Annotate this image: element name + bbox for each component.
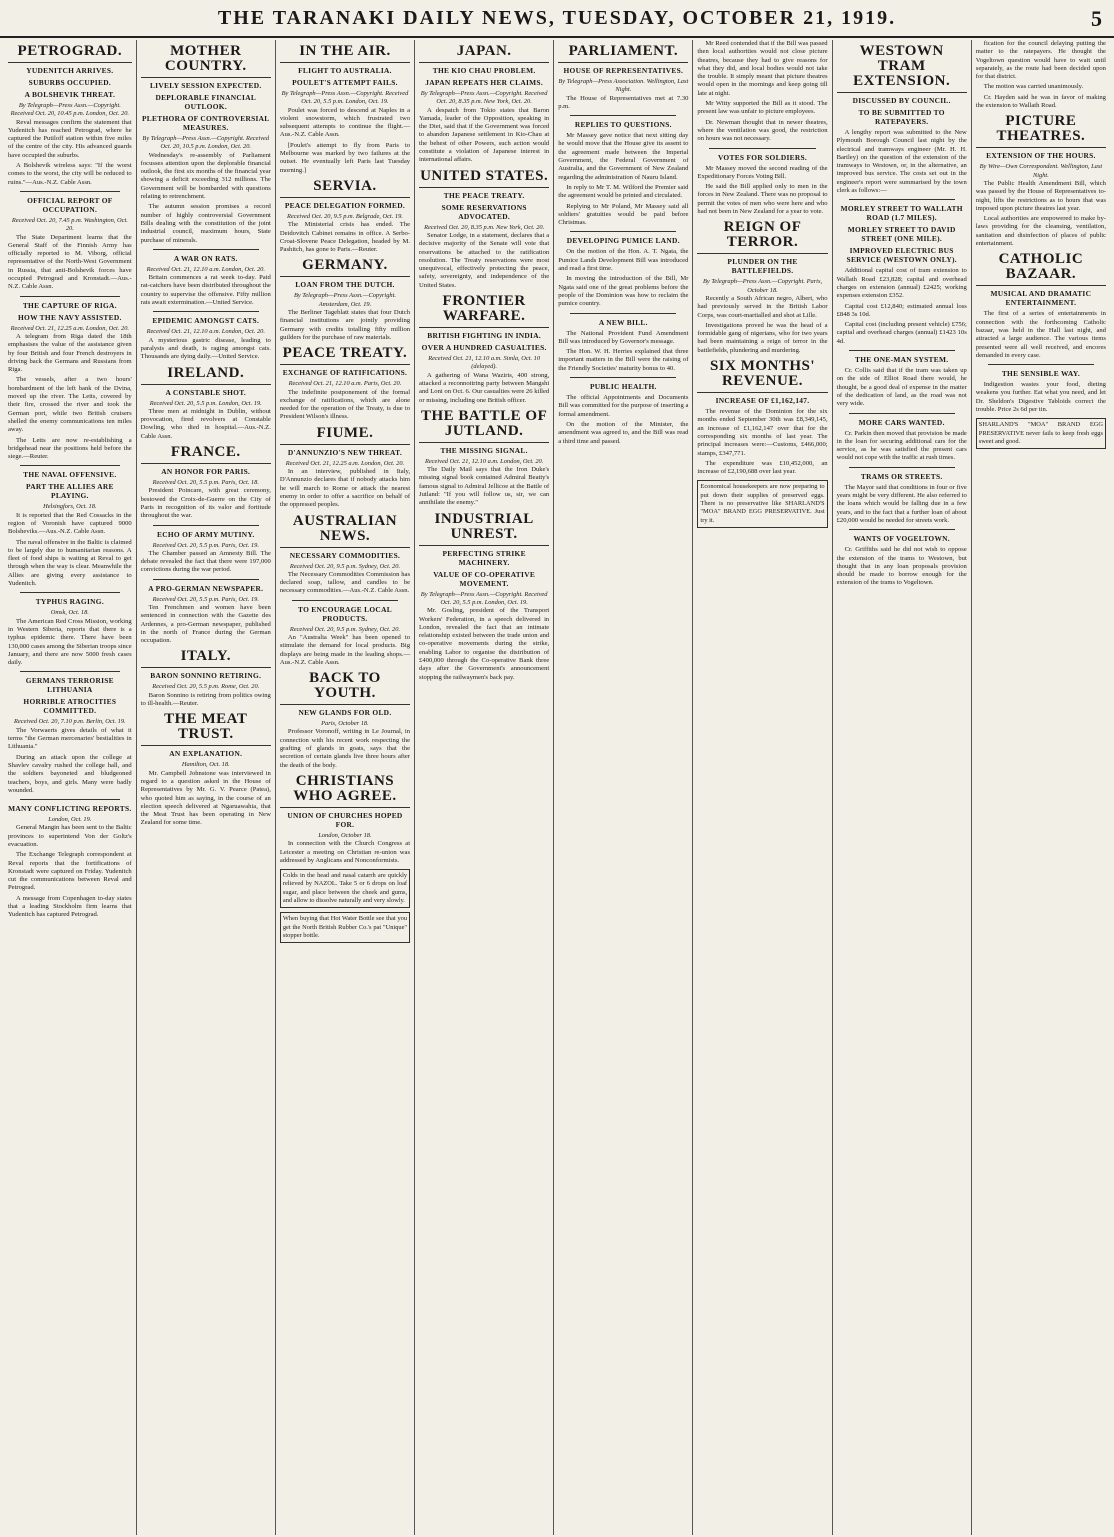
article-headline: FRANCE. [141, 445, 271, 464]
section-divider [153, 249, 259, 250]
article-paragraph: The House of Representatives met at 7.30 p.m. [558, 94, 689, 110]
section-divider [153, 311, 259, 312]
article-dateline: By Wire—Own Correspondent. Wellington, Last Night. [979, 163, 1103, 179]
article-paragraph: A telegram from Riga dated the 18th emphasises the value of the assistance given by four British and four French destroyers in driving back the Germans and Russians from Riga. [8, 332, 132, 374]
article-dateline: Helsingfors, Oct. 18. [43, 503, 97, 511]
article-subheading: FLIGHT TO AUSTRALIA. [298, 66, 392, 75]
section-divider [20, 799, 120, 800]
article-paragraph: In an interview, published in Italy, D'Annunzio declares that if nobody attacks him he will march to Rome or attack the nearest enemy in order to offer a sacrifice on behalf of the oppressed peoples. [279, 468, 411, 509]
section-divider [20, 592, 120, 593]
article-paragraph: Cr. Collis said that if the tram was taken up on the side of Elliot Road there would, he thought, be a good deal of expense in the matter of the dedication of land, as the road was not very wide. [836, 367, 967, 408]
article-subheading: A PRO-GERMAN NEWSPAPER. [148, 583, 264, 593]
article-paragraph: Investigations proved he was the head of a formidable gang of nigerians, who for two years had been maintaining a reign of terror in the battlefields, plundering and murdering. [697, 321, 828, 354]
article-paragraph: Capital cost (including present vehicle) £756; capital and overhead charges (annual) £1423 10s 4d. [836, 321, 967, 345]
article-subheading: THE KIO CHAU PROBLEM. [432, 66, 536, 75]
article-subheading: UNION OF CHURCHES HOPED FOR. [287, 810, 403, 829]
article-headline: IN THE AIR. [280, 44, 410, 63]
article-paragraph: Mr. Campbell Johnstone was interviewed in regard to a question asked in the House of Representatives by Mr. G. V. Pearce (Patea), who quoted him as saying, in the course of an election speech delivered at Ngaruawahia, that the Meat Trust has been operating in New Zealand for some time. [140, 769, 271, 827]
article-paragraph: Senator Lodge, in a statement, declares that a decisive majority of the Senate will vote that reservations be attached to the ratification resolution. The Treaty reservations were most unequivocal, effectively protecting the peace, safety, sovereignty, and independence of the United States. [419, 231, 550, 289]
article-subheading: SOME RESERVATIONS ADVOCATED. [441, 202, 527, 221]
article-headline: PEACE TREATY. [280, 346, 410, 365]
article-paragraph: On the motion of the Minister, the amendment was agreed to, and the Bill was read a third time and passed. [558, 420, 689, 445]
article-dateline: Received Oct. 20, 5.5 p.m. Paris, Oct. 18. [152, 479, 259, 487]
article-subheading: TO BE SUBMITTED TO RATEPAYERS. [858, 108, 945, 126]
article-subheading: REPLIES TO QUESTIONS. [574, 120, 672, 130]
section-divider [849, 467, 955, 468]
article-headline: GERMANY. [280, 258, 410, 277]
article-headline: IRELAND. [141, 366, 271, 385]
article-subheading: DEPLORABLE FINANCIAL OUTLOOK. [155, 93, 257, 111]
news-column [4, 40, 137, 1535]
article-dateline: By Telegraph—Press Assn.—Copyright. Paris, October 18. [702, 278, 823, 294]
article-subheading: MANY CONFLICTING REPORTS. [8, 804, 132, 814]
section-divider [20, 296, 120, 297]
article-paragraph: The autumn session promises a record number of highly controversial Government Bills dealing with the constitution of the joint industrial council, maximum hours, State purchase of minerals. [140, 203, 271, 244]
article-dateline: Received Oct. 21, 12.10 a.m. London, Oct. 20. [424, 457, 544, 465]
article-dateline: Received Oct. 20, 5.5 p.m. Paris, Oct. 19. [152, 595, 259, 603]
article-dateline: Received Oct. 20, 5.5 p.m. Paris, Oct. 19. [152, 541, 259, 549]
section-divider [153, 579, 259, 580]
article-subheading: PEACE DELEGATION FORMED. [284, 200, 406, 210]
article-subheading: PERFECTING STRIKE MACHINERY. [442, 548, 526, 567]
article-paragraph: Britain commences a rat week to-day. Paid rat-catchers have been distributed throughout the country to supervise the offensive. Fifty million rats await extermination.—United Service. [140, 274, 271, 307]
article-paragraph: The State Department learns that the General Staff of the Finnish Army has officially reported to M. Viborg, official representative of the North-West Government in Russia, that anti-Bolshevik forces have occupied Petrograd and Kronstadt.—Aus.-N.Z. Cable Assn. [8, 233, 132, 291]
advertisement: When buying that Hot Water Bottle see that you get the North British Rubber Co.'s pat "Unique" stopper bottle. [280, 912, 410, 943]
article-subheading: ECHO OF ARMY MUTINY. [156, 529, 255, 539]
article-paragraph: In moving the introduction of the Bill, Mr Ngata said one of the great problems before the people of the Dominion was how to reclaim the pumice country. [558, 275, 689, 308]
article-subheading: PUBLIC HEALTH. [589, 382, 657, 392]
article-subheading: BRITISH FIGHTING IN INDIA. [427, 331, 542, 341]
article-dateline: London, Oct. 19. [48, 816, 92, 824]
article-paragraph: Professor Voronoff, writing in Le Journal, in connection with his recent work respecting the grafting of glands in goats, says that the secretion of certain glands live three hours after the death of the body. [279, 728, 411, 769]
article-subheading: WANTS OF VOGELTOWN. [853, 534, 950, 544]
article-subheading: DISCUSSED BY COUNCIL. [852, 96, 951, 105]
article-paragraph: A Bolshevik wireless says: "If the worst comes to the worst, the city will be reduced to ruins."—Aus.-N.Z. Cable Assn. [8, 162, 132, 186]
article-subheading: AN EXPLANATION. [169, 749, 243, 759]
article-subheading: A CONSTABLE SHOT. [165, 387, 247, 397]
article-paragraph: In reply to Mr T. M. Wilford the Premier said the agreement would be printed and circulated. [558, 183, 689, 200]
article-paragraph: The indefinite postponement of the formal exchange of ratifications, which are alone needed for the operation of the Treaty, is due to President Wilson's illness. [279, 388, 411, 421]
article-subheading: MUSICAL AND DRAMATIC ENTERTAINMENT. [990, 289, 1092, 308]
article-dateline: Hamilton, Oct. 18. [181, 761, 230, 769]
article-dateline: Received Oct. 21, 12.10 a.m. Simla, Oct. 10 (delayed). [428, 355, 541, 371]
article-paragraph: Poulet was forced to descend at Naples in a violent snowstorm, which frustrated two subsequent attempts to continue the flight.—Aus.-N.Z. Cable Assn. [279, 106, 411, 139]
section-divider [849, 199, 955, 200]
article-paragraph: President Poincare, with great ceremony, bestowed the Croix-de-Guerre on the City of Paris in recognition of its valor and fortitude throughout the war. [140, 487, 271, 520]
article-subheading: JAPAN REPEATS HER CLAIMS. [425, 78, 543, 87]
article-headline: PARLIAMENT. [558, 44, 688, 63]
article-paragraph: The Vorwaerts gives details of what it terms "the German mercenaries' bestialities in Lithuania." [8, 726, 132, 751]
article-dateline: By Telegraph—Press Association. Wellington, Last Night. [558, 78, 689, 94]
article-dateline: Received Oct. 20, 5.5 p.m. Rome, Oct. 20. [152, 683, 260, 691]
article-subheading: SUBURBS OCCUPIED. [28, 78, 111, 87]
article-paragraph: The Chamber passed an Amnesty Bill. The debate revealed the fact that there were 197,000 convictions during the war period. [140, 549, 271, 574]
section-divider [570, 377, 676, 378]
article-paragraph: A gathering of Wana Waziris, 400 strong, attacked a reconnoitring party between Mangshi and Loni on Oct. 6. Our casualties were 26 killed or missing, including one British officer. [419, 371, 550, 404]
article-subheading: A NEW BILL. [598, 317, 648, 327]
article-subheading: PART THE ALLIES ARE PLAYING. [25, 482, 114, 501]
article-dateline: London, October 18. [318, 831, 372, 839]
article-dateline: By Telegraph—Press Assn.—Copyright. Received Oct. 20, 10.5 p.m. London, Oct. 20. [142, 135, 270, 151]
article-headline: WESTOWN TRAM EXTENSION. [837, 44, 967, 93]
article-dateline: Received Oct. 21, 12.25 a.m. London, Oct. 20. [10, 324, 130, 332]
article-paragraph: An "Australia Week" has been opened to stimulate the demand for local products. Big displays are being made in the leading shops.—Aus.-N.Z. Cable Assn. [279, 633, 411, 666]
article-subheading: HOW THE NAVY ASSISTED. [18, 312, 122, 322]
article-dateline: Received Oct. 20, 5.5 p.m. London, Oct. 19. [149, 399, 262, 407]
article-paragraph: Cr. Griffiths said he did not wish to oppose the extension of the trams to Westown, but thought that in any loan proposals provision should be made to borrow enough for the extension of the trams to Vogeltown. [836, 546, 967, 587]
section-divider [292, 600, 398, 601]
section-divider [20, 465, 120, 466]
article-subheading: OVER A HUNDRED CASUALTIES. [421, 343, 547, 353]
article-paragraph: Capital cost £12,840; estimated annual loss £848 3s 10d. [836, 302, 967, 318]
article-paragraph: The Hon. W. H. Herries explained that three important matters in the Bill were the raising of the Friendly Societies' maturity bonus to 40. [558, 348, 689, 372]
article-subheading: HOUSE OF REPRESENTATIVES. [563, 66, 684, 75]
article-paragraph: The Daily Mail says that the Iron Duke's missing signal book contained Admiral Beatty's famous signal to Admiral Jellicoe at the Battle of Jutland: "If you will follow us, sir, we can annihilate the enemy." [419, 466, 550, 507]
article-subheading: MORLEY STREET TO DAVID STREET (ONE MILE). [847, 225, 956, 244]
advertisement: Economical housekeepers are now preparing to put down their supplies of preserved eggs. There is no preservative like SHARLAND'S "MOA" BRAND EGG PRESERVATIVE. Just try it. [697, 480, 827, 527]
section-divider [20, 191, 120, 192]
article-subheading: LIVELY SESSION EXPECTED. [149, 81, 262, 90]
article-headline: AUSTRALIAN NEWS. [280, 514, 410, 548]
newspaper-columns [0, 38, 1114, 1535]
news-column [415, 40, 554, 1535]
article-paragraph: The Exchange Telegraph correspondent at Reval reports that the fortifications of Kronstadt were captured on Friday. Yudenitch cut the communications between Reval and Petrograd. [8, 851, 132, 892]
page-number: 5 [1091, 6, 1102, 31]
section-divider [709, 148, 815, 149]
article-subheading: THE PEACE TREATY. [443, 190, 525, 200]
article-headline: FIUME. [280, 426, 410, 445]
article-subheading: AN HONOR FOR PARIS. [161, 467, 251, 477]
article-paragraph: The naval offensive in the Baltic is claimed to be largely due to humanitarian reasons. A fleet of food ships is waiting at Reval to get through when the way is clear. Meanwhile the Allies are giving every assistance to Yudenitch. [8, 538, 132, 588]
news-column [833, 40, 972, 1535]
article-paragraph: The Mayor said that conditions in four or five years might be very different. He also referred to the loans which would be falling due in a few years, and to the fact that a further loan of about £20,000 would be needed for streets work. [836, 483, 967, 524]
article-subheading: THE ONE-MAN SYSTEM. [855, 355, 949, 365]
article-dateline: By Telegraph—Press Assn.—Copyright. Received Oct. 20, 8.35 p.m. New York, Oct. 20. [420, 90, 548, 106]
article-paragraph: The Ministerial crisis has ended. The Deidovitch Cabinet remains in office. A Serbo-Croat-Slovene Peace Delegation, headed by M. Pashitch, has gone to Paris.—Reuter. [279, 221, 411, 254]
article-dateline: Paris, October 18. [321, 720, 369, 728]
article-dateline: Received Oct. 20, 7.45 p.m. Washington, Oct. 20. [11, 216, 128, 233]
article-headline: SERVIA. [280, 179, 410, 198]
article-dateline: By Telegraph—Press Assn.—Copyright. Received Oct. 20, 5.5 p.m. London, Oct. 19. [420, 590, 548, 606]
section-divider [849, 529, 955, 530]
advertisement: SHARLAND'S "MOA" BRAND EGG PRESERVATIVE never fails to keep fresh eggs sweet and good. [976, 418, 1106, 449]
article-subheading: THE MISSING SIGNAL. [440, 445, 528, 455]
news-column [554, 40, 693, 1535]
article-paragraph: A despatch from Tokio states that Baron Yamada, leader of the Opposition, speaking in the Diet, said that if the Government was forced to abandon Japanese settlement in Kio-Chau at the behest of other Powers, such action would constitute a violation of Japanese interest in international affairs. [419, 106, 550, 164]
article-subheading: EPIDEMIC AMONGST CATS. [152, 316, 260, 326]
article-paragraph: The National Provident Fund Amendment Bill was introduced by Governor's message. [558, 329, 689, 345]
section-divider [570, 115, 676, 116]
article-paragraph: The Letts are now re-establishing a bridgehead near the positions held before the siege.—Reuter. [8, 436, 132, 461]
article-subheading: IMPROVED ELECTRIC BUS SERVICE (WESTOWN ONLY). [846, 246, 957, 265]
article-headline: REIGN OF TERROR. [697, 220, 827, 254]
article-subheading: GERMANS TERRORISE LITHUANIA [25, 676, 114, 695]
article-paragraph: Baron Sonnino is retiring from politics owing to ill-health.—Reuter. [140, 691, 271, 708]
article-dateline: By Telegraph—Press Assn.—Copyright. Received Oct. 20, 10.45 p.m. London, Oct. 20. [10, 102, 130, 118]
article-subheading: MORE CARS WANTED. [858, 417, 945, 427]
article-subheading: LOAN FROM THE DUTCH. [295, 280, 395, 290]
article-dateline: Received Oct. 20, 9.5 p.m. Sydney, Oct. 20. [289, 625, 401, 633]
article-paragraph: During an attack upon the college at Shavlev cavalry rushed the college hall, and the soldiers bayoneted and bludgeoned teachers, boys, and girls. Many were badly wounded. [8, 753, 132, 794]
article-paragraph: Additional capital cost of tram extension to Wallath Road £23,828; capital and overhead charges on extension (annual) £2425; working expenses extension £352. [836, 267, 967, 300]
article-paragraph: The Public Health Amendment Bill, which was passed by the House of Representatives to-night, lifts the restrictions as to hours that was imposed upon picture theatres last year. [975, 179, 1106, 212]
article-subheading: VALUE OF CO-OPERATIVE MOVEMENT. [433, 569, 536, 588]
news-column [276, 40, 415, 1535]
advertisement: Colds in the head and nasal catarrh are quickly relieved by NAZOL. Take 5 or 6 drops on loaf sugar, and place between the cheek and gums, and allow to dissolve naturally and very slowly. [280, 869, 410, 908]
article-headline: PICTURE THEATRES. [976, 114, 1106, 148]
section-divider [849, 350, 955, 351]
article-headline: CHRISTIANS WHO AGREE. [280, 774, 410, 808]
article-dateline: Received Oct. 21, 12.10 a.m. London, Oct. 20. [146, 265, 265, 273]
article-paragraph: Mr. Gosling, president of the Transport Workers' Federation, in a speech delivered in London, revealed the fact that an intimate relationship existed between the trade union and co-operative movements during the strike, enabling Labor to organise the distribution of £400,000 through the Co-operative Bank three days after the Government's announcement stopping the railwaymen's back pay. [419, 607, 550, 681]
article-paragraph: Reval messages confirm the statement that Yudenitch has reached Petrograd, where he captured the Putiloff station within five miles of the centre of the city. His advanced guards have occupied the suburbs. [8, 118, 132, 159]
article-paragraph: A mysterious gastric disease, leading to paralysis and death, is raging amongst cats. Thousands are dying daily.—United Service. [140, 336, 271, 361]
article-dateline: Received Oct. 21, 12.25 a.m. London, Oct. 20. [285, 459, 405, 467]
article-subheading: PLETHORA OF CONTROVERSIAL MEASURES. [141, 114, 270, 132]
article-subheading: EXCHANGE OF RATIFICATIONS. [282, 368, 408, 378]
article-paragraph: Three men at midnight in Dublin, without provocation, fired revolvers at Constable Dowling, who died in hospital.—Aus.-N.Z. Cable Assn. [140, 407, 271, 440]
article-paragraph: Indigestion wastes your food, dieting weakens you further. Eat what you need, and let Dr. Sheldon's Digestive Tabloids correct the trouble. Price 2s 6d per tin. [975, 381, 1106, 414]
article-subheading: D'ANNUNZIO'S NEW THREAT. [287, 447, 402, 457]
article-paragraph: The first of a series of entertainments in connection with the forthcoming Catholic bazaar, was held in the Hall last night, and attracted a large audience. The various items presented were all well received, and encores demanded in every case. [975, 310, 1106, 359]
article-paragraph: In connection with the Church Congress at Leicester a meeting on Christian re-union was addressed by Anglicans and Nonconformists. [279, 840, 411, 864]
article-headline: ITALY. [141, 649, 271, 668]
article-subheading: THE NAVAL OFFENSIVE. [23, 470, 117, 480]
article-subheading: PLUNDER ON THE BATTLEFIELDS. [727, 257, 798, 276]
section-divider [153, 525, 259, 526]
article-headline: SIX MONTHS' REVENUE. [697, 359, 827, 393]
article-paragraph: General Mangin has been sent to the Baltic provinces to superintend Von der Goltz's evacuation. [8, 824, 132, 848]
article-paragraph: Local authorities are empowered to make by-laws providing for the cleansing, ventilation, sanitation and disinfection of places of public entertainment. [975, 215, 1106, 248]
news-column [137, 40, 276, 1535]
article-subheading: NEW GLANDS FOR OLD. [298, 708, 392, 718]
article-dateline: Omsk, Oct. 18. [50, 609, 89, 617]
section-divider [20, 671, 120, 672]
article-dateline: Received Oct. 20, 9.5 p.m. Sydney, Oct. 20. [289, 562, 401, 570]
article-headline: THE BATTLE OF JUTLAND. [419, 409, 549, 443]
section-divider [988, 364, 1094, 365]
article-paragraph: The motion was carried unanimously. [983, 83, 1084, 91]
article-paragraph: The revenue of the Dominion for the six months ended September 30th was £8,349,145, an increase of £1,162,147 over that for the corresponding six months of last year. The principal increases were:—Customs, £466,000; stamps, £347,771. [697, 408, 828, 457]
article-paragraph: Mr Massey moved the second reading of the Expeditionary Forces Voting Bill. [697, 164, 828, 180]
article-dateline: Received Oct. 21, 12.10 a.m. London, Oct. 20. [146, 328, 265, 336]
article-subheading: TRAMS OR STREETS. [860, 471, 943, 481]
article-headline: MOTHER COUNTRY. [141, 44, 271, 78]
newspaper-title: THE TARANAKI DAILY NEWS, TUESDAY, OCTOBER 21, 1919. [217, 6, 897, 29]
article-paragraph: A message from Copenhagen to-day states that a leading Stockholm firm learns that Yudenitch has captured Petrograd. [8, 894, 132, 919]
article-subheading: POULET'S ATTEMPT FAILS. [292, 78, 398, 87]
article-dateline: By Telegraph—Press Assn.—Copyright. Amsterdam, Oct. 19. [293, 292, 396, 308]
article-paragraph: A lengthy report was submitted to the New Plymouth Borough Council last night by the electrical and tramways engineer (Mr. H. H. Bartley) on the question of the extension of the tramways to Westown, or, in the alternative, an improved bus service. The costs set out in the engineer's report were summarised by the town clerk as follows:— [836, 129, 967, 195]
article-subheading: THE CAPTURE OF RIGA. [22, 300, 117, 310]
article-subheading: TYPHUS RAGING. [35, 597, 104, 607]
article-headline: CATHOLIC BAZAAR. [976, 252, 1106, 286]
article-paragraph: The vessels, after a two hours' bombardment of the left bank of the Dvina, moved up the river. The Letts, covered by their fire, crossed the river and took the German port, while two British cruisers shelled the enemy communications ten miles away. [8, 376, 132, 434]
section-divider [570, 313, 676, 314]
article-headline: PETROGRAD. [8, 44, 132, 63]
article-subheading: EXTENSION OF THE HOURS. [986, 151, 1096, 161]
article-headline: JAPAN. [419, 44, 549, 63]
article-paragraph: fication for the council delaying putting the matter to the ratepayers. He thought the Vogeltown question would have to wait until separately, as the route had been decided upon for that district. [975, 40, 1106, 81]
article-paragraph: The official Appointments and Documents Bill was committed for the purpose of inserting a formal amendment. [558, 394, 689, 418]
article-subheading: DEVELOPING PUMICE LAND. [566, 236, 680, 246]
article-subheading: BARON SONNINO RETIRING. [150, 671, 262, 681]
article-subheading: YUDENITCH ARRIVES. [26, 66, 114, 75]
article-paragraph: The American Red Cross Mission, working in Western Siberia, reports that there is a typhus epidemic there. There have been 130,000 cases among the Siberian troops since January, and there are now 5000 fresh cases daily. [8, 617, 132, 667]
article-paragraph: Wednesday's re-assembly of Parliament focusses attention upon the deplorable financial outlook, the first six months of the financial year showing a deficit exceeding 312 millions. The Government will be bombarded with questions relating to retrenchment. [140, 151, 271, 201]
article-dateline: Received Oct. 20, 8.35 p.m. New York, Oct. 20. [424, 223, 545, 231]
article-subheading: MORLEY STREET TO WALLATH ROAD (1.7 MILES). [840, 204, 963, 223]
article-paragraph: The Berliner Tageblatt states that four Dutch financial institutions are jointly providing Germany with credits totalling fifty million guilders for the purchase of raw materials. [279, 309, 411, 341]
article-subheading: OFFICIAL REPORT OF OCCUPATION. [27, 195, 113, 214]
news-column [972, 40, 1110, 1535]
article-paragraph: [Poulet's attempt to fly from Paris to Melbourne was marked by two failures at the outset. He eventually left Paris last Tuesday morning.] [279, 141, 411, 174]
news-column [693, 40, 832, 1535]
article-subheading: A WAR ON RATS. [173, 253, 238, 263]
article-paragraph: Ten Frenchmen and women have been sentenced in connection with the Gazette des Ardennes, a pro-German newspaper, published in the north of France during the German occupation. [140, 603, 271, 645]
article-paragraph: Mr Witty supported the Bill as it stood. The present law was unfair to picture employees. [697, 100, 828, 116]
article-headline: FRONTIER WARFARE. [419, 294, 549, 328]
article-paragraph: Mr Reed contended that if the Bill was passed then local authorities would not close picture theatres, because they had to give reasons for what they did, and local bodies would not take the trouble. It simply meant that picture theatres would open in the mornings and keep going till late at night. [697, 40, 828, 97]
article-subheading: TO ENCOURAGE LOCAL PRODUCTS. [297, 604, 392, 623]
article-paragraph: Cr. Hayden said he was in favor of making the extension to Wallath Road. [975, 93, 1106, 110]
article-subheading: A BOLSHEVIK THREAT. [24, 90, 116, 99]
article-subheading: INCREASE OF £1,162,147. [715, 396, 810, 406]
article-paragraph: Replying to Mr Poland, Mr Massey said all soldiers' gratuities would be paid before Christmas. [558, 202, 689, 227]
article-paragraph: He said the Bill applied only to men in the forces in New Zealand. There was no proposal to permit the votes of men who were here and who had not been in New Zealand for a year to vote. [697, 183, 828, 216]
article-paragraph: The expenditure was £10,452,000, an increase of £2,190,688 over last year. [697, 459, 828, 476]
article-headline: UNITED STATES. [419, 169, 549, 188]
article-headline: BACK TO YOUTH. [280, 671, 410, 705]
article-subheading: HORRIBLE ATROCITIES COMMITTED. [23, 697, 117, 716]
article-subheading: VOTES FOR SOLDIERS. [717, 152, 808, 162]
article-headline: INDUSTRIAL UNREST. [419, 512, 549, 546]
article-headline: THE MEAT TRUST. [141, 712, 271, 746]
article-dateline: Received Oct. 20, 9.5 p.m. Belgrade, Oct. 19. [287, 212, 403, 220]
article-paragraph: Recently a South African negro, Albert, who had previously served in the British Labor Corps, was court-martialled and shot at Lille. [697, 294, 828, 319]
article-paragraph: Mr Massey gave notice that next sitting day he would move that the House give its assent to the agreement made between the Imperial Government, the Federal Government of Australia, and the Government of New Zealand regarding the administration of Nauru Island. [558, 132, 689, 181]
article-dateline: Received Oct. 21, 12.10 a.m. Paris, Oct. 20. [288, 380, 402, 388]
masthead [0, 0, 1114, 38]
article-dateline: By Telegraph—Press Assn.—Copyright. Received Oct. 20, 5.5 p.m. London, Oct. 19. [281, 90, 409, 106]
section-divider [570, 231, 676, 232]
article-paragraph: The Necessary Commodities Commission has declared soap, tallow, and candles to be necessary commodities.—Aus.-N.Z. Cable Assn. [279, 570, 411, 595]
article-paragraph: Dr. Newman thought that in newer theatres, where the ventilation was good, the restriction on hours was not necessary. [697, 118, 828, 143]
article-subheading: THE SENSIBLE WAY. [1001, 369, 1080, 379]
article-subheading: NECESSARY COMMODITIES. [289, 550, 401, 560]
article-paragraph: On the motion of the Hon. A. T. Ngata, the Pumice Lands Development Bill was introduced and read a first time. [558, 248, 689, 273]
article-paragraph: It is reported that the Red Cossacks in the region of Voronish have captured 9000 Bolsheviks.—Aus.-N.Z. Cable Assn. [8, 511, 132, 536]
section-divider [849, 413, 955, 414]
article-paragraph: Cr. Parkin then moved that provision be made in the loan for securing additional cars for the service, as he was satisfied the present cars would not cope with the traffic at rush times. [836, 429, 967, 462]
article-dateline: Received Oct. 20, 7.10 p.m. Berlin, Oct. 19. [14, 718, 126, 726]
